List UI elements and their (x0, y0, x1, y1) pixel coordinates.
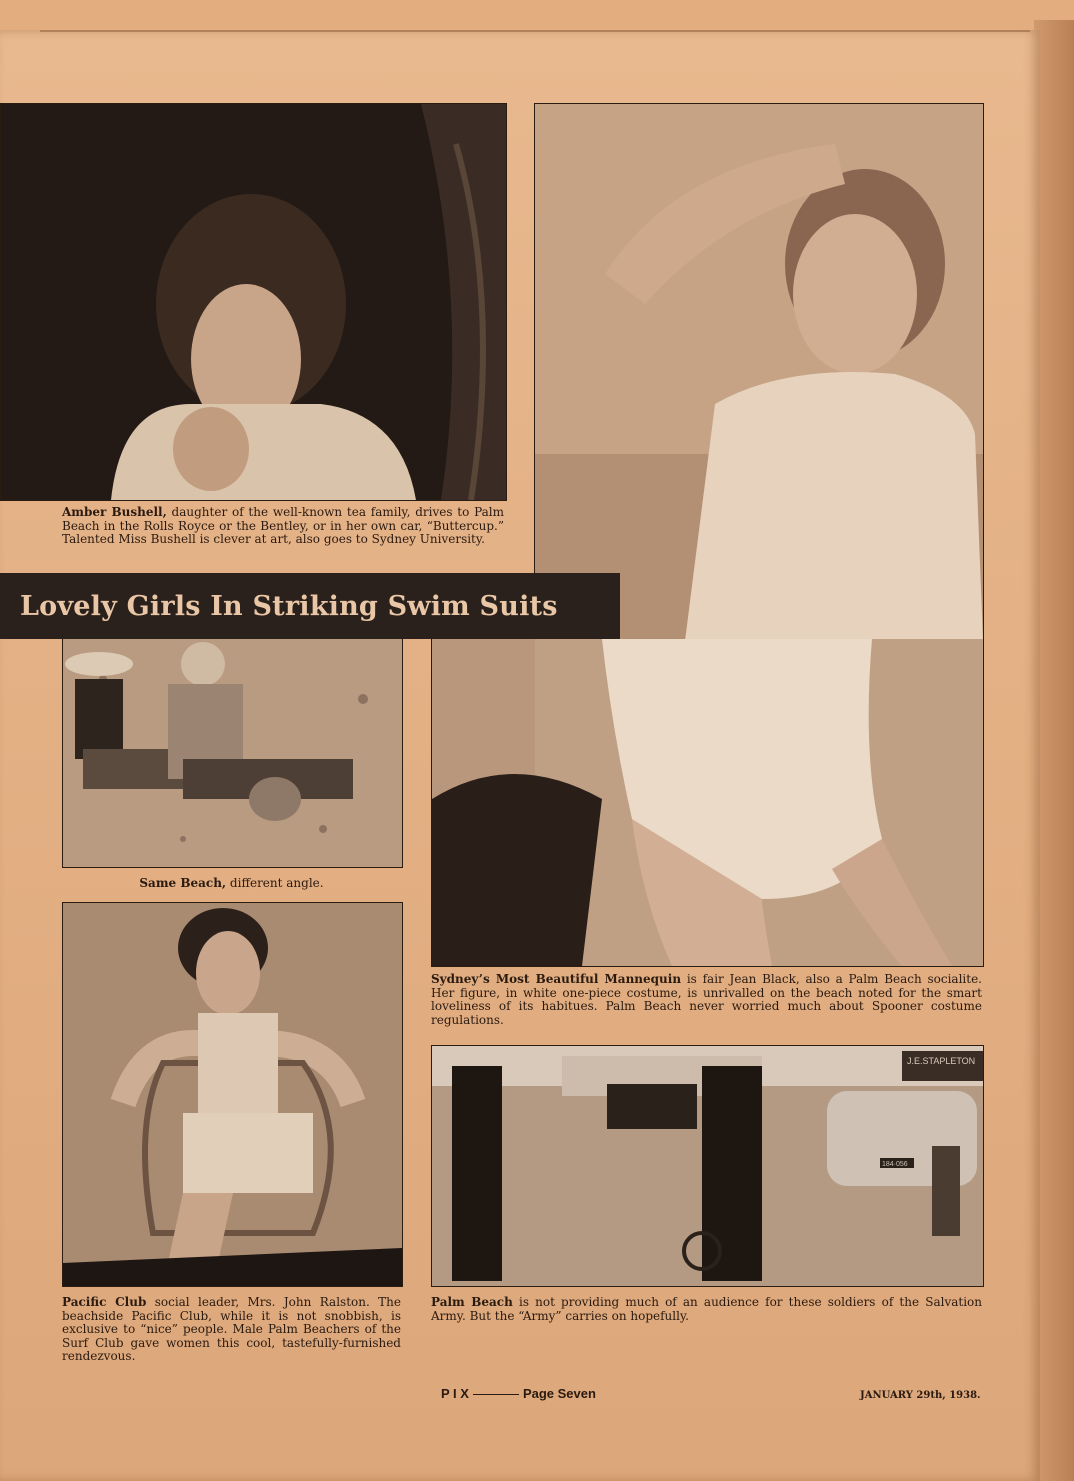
caption-text: daughter of the well-known tea family, drives to Palm Beach in the Rolls Royce or the Bentley, or in her own car, “Buttercup.” Talented Miss Bushell is clever at art, also goes to Sydney University. (62, 505, 505, 546)
photo-salvation-army (431, 1045, 984, 1287)
page-stack-edge (1034, 20, 1074, 1481)
page-number: Page Seven (522, 1386, 596, 1401)
photo-amber-bushell (0, 103, 507, 501)
issue-date (860, 1390, 981, 1401)
caption-jean-black (431, 973, 982, 1027)
caption-text: is fair Jean Black, also a Palm Beach socialite. Her figure, in white one-piece costume, is unrivalled on the beach noted for the smart loveliness of its habitues. Palm Beach never worried much about Spooner costume regulations. (431, 972, 982, 1027)
page-top-edge (40, 30, 1030, 32)
caption-pacific-club (62, 1296, 401, 1364)
caption-text: different angle. (226, 876, 324, 890)
headline-banner (0, 573, 620, 639)
issue-date-text: JANUARY 29th, 1938. (860, 1390, 981, 1401)
caption-salvation-army (431, 1296, 982, 1323)
caption-same-beach (62, 877, 401, 891)
footer-rule (473, 1394, 519, 1395)
shop-sign-text: J.E.STAPLETON (907, 1056, 976, 1066)
caption-text: is not providing much of an audience for these soldiers of the Salvation Army. But the “Army” carries on hopefully. (431, 1295, 982, 1323)
caption-lead: Sydney’s Most Beautiful Mannequin (431, 972, 682, 986)
headline: Lovely Girls In Striking Swim Suits (20, 590, 558, 622)
caption-text: social leader, Mrs. John Ralston. The beachside Pacific Club, while it is not snobbish, is exclusive to “nice” people. Male Palm Beachers of the Surf Club gave women this cool, tastefully-furnished rendezvous. (62, 1295, 401, 1363)
photo-jean-black (534, 103, 984, 641)
photo-same-beach (62, 639, 403, 868)
caption-lead: Amber Bushell, (62, 505, 167, 519)
caption-amber-bushell (62, 506, 504, 547)
car-plate-text: 184·056 (882, 1161, 908, 1168)
photo-jean-black-lower (431, 639, 984, 967)
caption-lead: Pacific Club (62, 1295, 147, 1309)
caption-lead: Palm Beach (431, 1295, 513, 1309)
caption-lead: Same Beach, (139, 876, 227, 890)
photo-pacific-club (62, 902, 403, 1287)
page-footer (441, 1386, 596, 1401)
magazine-name: P I X (441, 1386, 469, 1401)
